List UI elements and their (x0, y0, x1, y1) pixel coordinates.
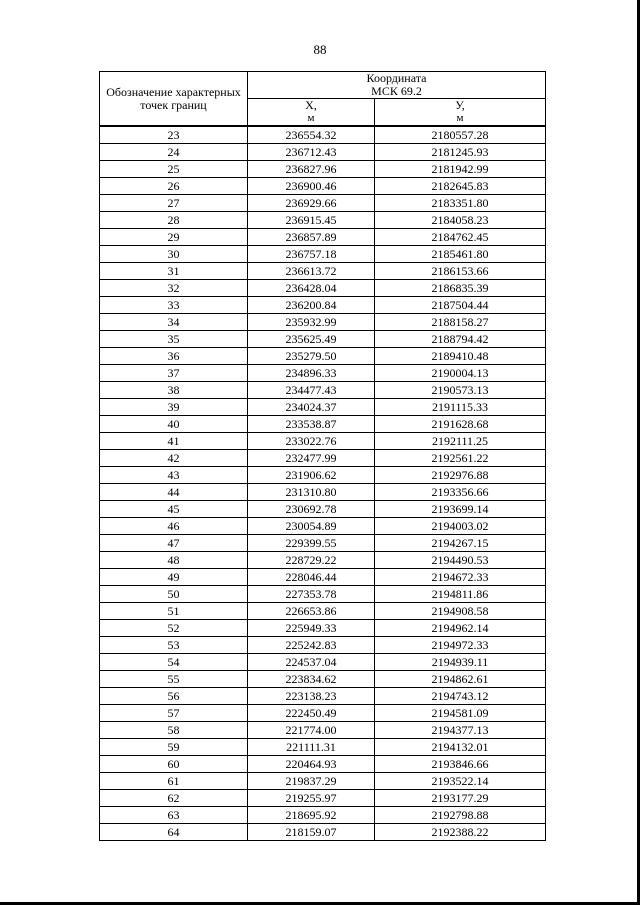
x-coordinate-cell: 227353.78 (248, 586, 375, 603)
y-coordinate-cell: 2193699.14 (375, 501, 546, 518)
table-row (100, 144, 546, 161)
y-coordinate-cell: 2194811.86 (375, 586, 546, 603)
x-coordinate-cell: 231906.62 (248, 467, 375, 484)
x-coordinate-cell: 236915.45 (248, 212, 375, 229)
table-row (100, 569, 546, 586)
y-coordinate-cell: 2186835.39 (375, 280, 546, 297)
point-number-cell: 30 (100, 246, 248, 263)
y-coordinate-cell: 2188158.27 (375, 314, 546, 331)
table-row (100, 399, 546, 416)
y-coordinate-cell: 2185461.80 (375, 246, 546, 263)
table-row (100, 722, 546, 739)
y-column-header (375, 99, 546, 127)
y-coordinate-cell: 2194908.58 (375, 603, 546, 620)
x-coordinate-cell: 230054.89 (248, 518, 375, 535)
x-coordinate-cell: 236827.96 (248, 161, 375, 178)
point-number-cell: 56 (100, 688, 248, 705)
x-coordinate-cell: 223138.23 (248, 688, 375, 705)
y-label: У, (455, 98, 465, 112)
point-number-cell: 53 (100, 637, 248, 654)
y-coordinate-cell: 2194972.33 (375, 637, 546, 654)
y-coordinate-cell: 2194132.01 (375, 739, 546, 756)
table-row (100, 705, 546, 722)
table-row (100, 773, 546, 790)
coordinate-group-line1: Координата (366, 71, 427, 85)
x-coordinate-cell: 224537.04 (248, 654, 375, 671)
point-number-cell: 55 (100, 671, 248, 688)
y-coordinate-cell: 2192388.22 (375, 824, 546, 841)
y-coordinate-cell: 2194581.09 (375, 705, 546, 722)
x-coordinate-cell: 218695.92 (248, 807, 375, 824)
x-coordinate-cell: 234477.43 (248, 382, 375, 399)
table-row (100, 756, 546, 773)
point-number-cell: 31 (100, 263, 248, 280)
point-number-cell: 49 (100, 569, 248, 586)
y-coordinate-cell: 2181245.93 (375, 144, 546, 161)
x-column-header (248, 99, 375, 127)
table-row (100, 297, 546, 314)
point-number-cell: 48 (100, 552, 248, 569)
y-coordinate-cell: 2180557.28 (375, 126, 546, 144)
point-number-cell: 23 (100, 126, 248, 144)
point-number-cell: 58 (100, 722, 248, 739)
point-number-cell: 41 (100, 433, 248, 450)
x-coordinate-cell: 235932.99 (248, 314, 375, 331)
x-coordinate-cell: 230692.78 (248, 501, 375, 518)
y-coordinate-cell: 2192976.88 (375, 467, 546, 484)
point-number-cell: 35 (100, 331, 248, 348)
table-row (100, 620, 546, 637)
y-coordinate-cell: 2194962.14 (375, 620, 546, 637)
table-row (100, 807, 546, 824)
table-row (100, 348, 546, 365)
point-number-cell: 57 (100, 705, 248, 722)
point-number-cell: 51 (100, 603, 248, 620)
x-coordinate-cell: 235625.49 (248, 331, 375, 348)
table-row (100, 671, 546, 688)
table-row (100, 246, 546, 263)
y-coordinate-cell: 2192798.88 (375, 807, 546, 824)
x-coordinate-cell: 236428.04 (248, 280, 375, 297)
x-coordinate-cell: 231310.80 (248, 484, 375, 501)
y-coordinate-cell: 2194003.02 (375, 518, 546, 535)
y-coordinate-cell: 2192561.22 (375, 450, 546, 467)
table-row (100, 280, 546, 297)
point-number-cell: 32 (100, 280, 248, 297)
table-row (100, 433, 546, 450)
y-coordinate-cell: 2182645.83 (375, 178, 546, 195)
x-coordinate-cell: 221111.31 (248, 739, 375, 756)
page-number: 88 (313, 42, 327, 57)
y-coordinate-cell: 2194377.13 (375, 722, 546, 739)
x-coordinate-cell: 234896.33 (248, 365, 375, 382)
y-coordinate-cell: 2193177.29 (375, 790, 546, 807)
x-coordinate-cell: 222450.49 (248, 705, 375, 722)
x-coordinate-cell: 225949.33 (248, 620, 375, 637)
y-coordinate-cell: 2190573.13 (375, 382, 546, 399)
coordinates-table (99, 71, 546, 841)
y-coordinate-cell: 2191115.33 (375, 399, 546, 416)
table-row (100, 229, 546, 246)
table-row (100, 331, 546, 348)
x-coordinate-cell: 235279.50 (248, 348, 375, 365)
point-number-cell: 27 (100, 195, 248, 212)
y-coordinate-cell: 2190004.13 (375, 365, 546, 382)
point-number-cell: 63 (100, 807, 248, 824)
table-row (100, 586, 546, 603)
point-number-cell: 40 (100, 416, 248, 433)
point-number-cell: 64 (100, 824, 248, 841)
table-row (100, 467, 546, 484)
x-coordinate-cell: 234024.37 (248, 399, 375, 416)
table-row (100, 739, 546, 756)
table-row (100, 382, 546, 399)
table-row (100, 126, 546, 144)
y-coordinate-cell: 2186153.66 (375, 263, 546, 280)
coordinate-group-header (248, 72, 546, 99)
y-coordinate-cell: 2193356.66 (375, 484, 546, 501)
y-coordinate-cell: 2192111.25 (375, 433, 546, 450)
x-coordinate-cell: 233538.87 (248, 416, 375, 433)
coordinate-group-line2: МСК 69.2 (371, 84, 422, 98)
x-label: X, (305, 98, 317, 112)
point-number-cell: 36 (100, 348, 248, 365)
table-row (100, 416, 546, 433)
table-row (100, 535, 546, 552)
x-coordinate-cell: 226653.86 (248, 603, 375, 620)
table-row (100, 790, 546, 807)
y-coordinate-cell: 2191628.68 (375, 416, 546, 433)
point-number-cell: 42 (100, 450, 248, 467)
y-coordinate-cell: 2193846.66 (375, 756, 546, 773)
point-number-cell: 62 (100, 790, 248, 807)
table-row (100, 484, 546, 501)
x-coordinate-cell: 236712.43 (248, 144, 375, 161)
designation-header-text: Обозначение характерных точек границ (106, 84, 241, 112)
x-coordinate-cell: 236757.18 (248, 246, 375, 263)
point-number-cell: 37 (100, 365, 248, 382)
x-unit: м (307, 112, 315, 124)
point-number-cell: 28 (100, 212, 248, 229)
table-row (100, 450, 546, 467)
point-number-cell: 52 (100, 620, 248, 637)
y-coordinate-cell: 2188794.42 (375, 331, 546, 348)
x-coordinate-cell: 228729.22 (248, 552, 375, 569)
y-coordinate-cell: 2194743.12 (375, 688, 546, 705)
y-coordinate-cell: 2194939.11 (375, 654, 546, 671)
y-coordinate-cell: 2194490.53 (375, 552, 546, 569)
x-coordinate-cell: 221774.00 (248, 722, 375, 739)
x-coordinate-cell: 236200.84 (248, 297, 375, 314)
point-number-cell: 29 (100, 229, 248, 246)
x-coordinate-cell: 236857.89 (248, 229, 375, 246)
y-coordinate-cell: 2184058.23 (375, 212, 546, 229)
point-number-cell: 45 (100, 501, 248, 518)
point-number-cell: 46 (100, 518, 248, 535)
table-row (100, 688, 546, 705)
point-number-cell: 26 (100, 178, 248, 195)
point-number-cell: 60 (100, 756, 248, 773)
table-row (100, 501, 546, 518)
point-number-cell: 61 (100, 773, 248, 790)
table-header (100, 72, 546, 127)
x-coordinate-cell: 236929.66 (248, 195, 375, 212)
y-coordinate-cell: 2193522.14 (375, 773, 546, 790)
table-row (100, 314, 546, 331)
y-coordinate-cell: 2189410.48 (375, 348, 546, 365)
y-coordinate-cell: 2194862.61 (375, 671, 546, 688)
y-coordinate-cell: 2183351.80 (375, 195, 546, 212)
y-coordinate-cell: 2187504.44 (375, 297, 546, 314)
x-coordinate-cell: 236900.46 (248, 178, 375, 195)
designation-header (100, 72, 248, 127)
table-body (100, 126, 546, 841)
x-coordinate-cell: 233022.76 (248, 433, 375, 450)
table-row (100, 654, 546, 671)
point-number-cell: 44 (100, 484, 248, 501)
x-coordinate-cell: 219255.97 (248, 790, 375, 807)
x-coordinate-cell: 232477.99 (248, 450, 375, 467)
point-number-cell: 33 (100, 297, 248, 314)
table-row (100, 212, 546, 229)
x-coordinate-cell: 219837.29 (248, 773, 375, 790)
y-coordinate-cell: 2194267.15 (375, 535, 546, 552)
x-coordinate-cell: 218159.07 (248, 824, 375, 841)
x-coordinate-cell: 223834.62 (248, 671, 375, 688)
point-number-cell: 43 (100, 467, 248, 484)
x-coordinate-cell: 228046.44 (248, 569, 375, 586)
table-row (100, 824, 546, 841)
point-number-cell: 38 (100, 382, 248, 399)
point-number-cell: 25 (100, 161, 248, 178)
x-coordinate-cell: 236613.72 (248, 263, 375, 280)
point-number-cell: 47 (100, 535, 248, 552)
x-coordinate-cell: 236554.32 (248, 126, 375, 144)
y-coordinate-cell: 2194672.33 (375, 569, 546, 586)
point-number-cell: 24 (100, 144, 248, 161)
table-row (100, 552, 546, 569)
point-number-cell: 54 (100, 654, 248, 671)
point-number-cell: 59 (100, 739, 248, 756)
table-row (100, 161, 546, 178)
table-row (100, 637, 546, 654)
point-number-cell: 34 (100, 314, 248, 331)
y-coordinate-cell: 2184762.45 (375, 229, 546, 246)
x-coordinate-cell: 225242.83 (248, 637, 375, 654)
x-coordinate-cell: 220464.93 (248, 756, 375, 773)
table-row (100, 195, 546, 212)
point-number-cell: 50 (100, 586, 248, 603)
table-row (100, 263, 546, 280)
y-coordinate-cell: 2181942.99 (375, 161, 546, 178)
y-unit: м (456, 112, 464, 124)
point-number-cell: 39 (100, 399, 248, 416)
table-row (100, 518, 546, 535)
table-row (100, 603, 546, 620)
table-row (100, 178, 546, 195)
x-coordinate-cell: 229399.55 (248, 535, 375, 552)
table-row (100, 365, 546, 382)
